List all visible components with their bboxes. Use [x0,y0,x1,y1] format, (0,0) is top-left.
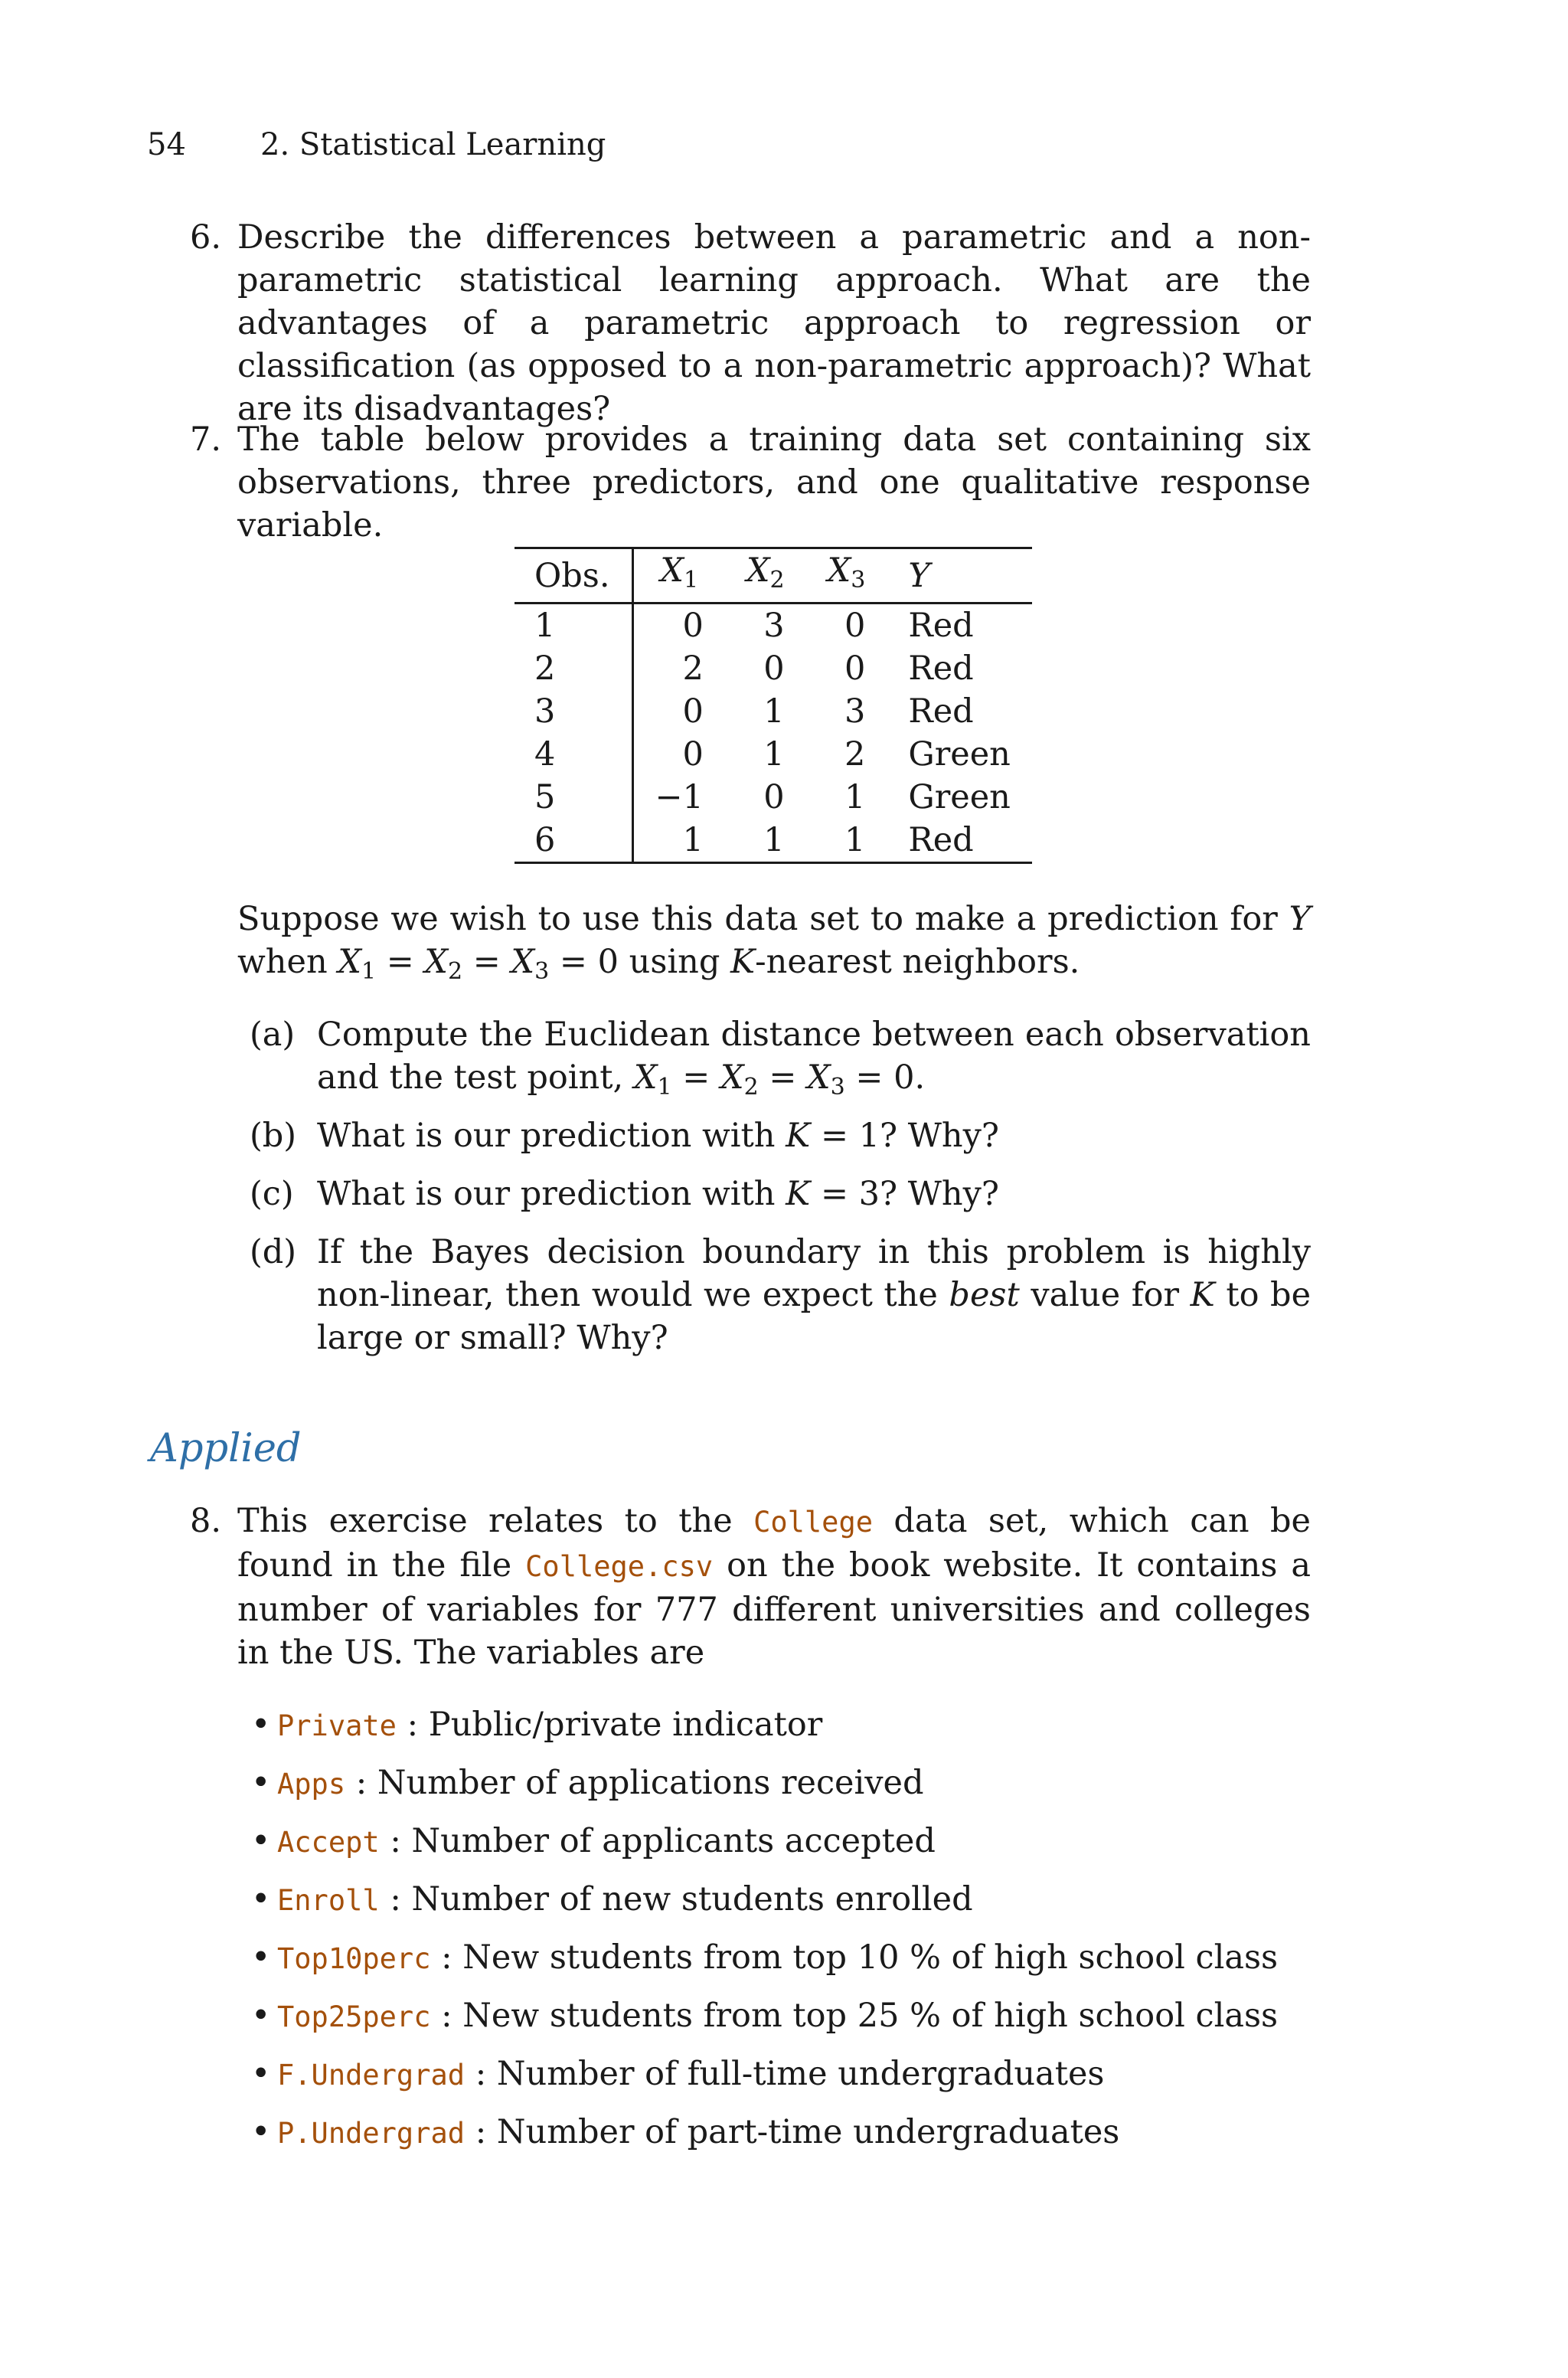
bullet-icon: • [251,1706,271,1744]
header-x1: $X_1$ [632,548,725,603]
table-cell: 0 [682,735,704,774]
training-data-table [514,547,1032,864]
variable-name: P.Undergrad [277,2117,466,2150]
table-cell: Green [908,735,1011,774]
part-text: If the Bayes decision boundary in this problem is highly non-linear, then would we expect the best value for K to be large or small? Why? [317,1233,1312,1357]
list-item [251,1994,1349,2039]
table-cell: 2 [682,649,704,688]
table-cell: 1 [844,778,866,816]
exercise-number: 6. [190,218,222,257]
table-cell: 3 [844,692,866,731]
page-number: 54 [147,127,186,162]
bullet-icon: • [251,1764,271,1802]
table-header-row [514,548,1032,603]
exercise-6 [190,216,1311,430]
exercise-text: This exercise relates to the College data set, which can be found in the file College.csv on the book website. It contains a number of variables for 777 different universities and colleges in the US. The variables are [237,1502,1311,1672]
list-item [251,1761,1349,1806]
table-cell: Red [908,607,974,645]
exercise-text: The table below provides a training data set containing six observations, three predictors, and one qualitative response variable. [237,420,1311,545]
bullet-icon: • [251,2113,271,2151]
table-cell: 6 [514,819,632,863]
part-a [250,1013,1311,1109]
bullet-icon: • [251,2055,271,2093]
variable-description: : Number of applicants accepted [390,1822,936,1860]
part-text: What is our prediction with K = 1? Why? [317,1117,999,1155]
part-c [250,1173,1311,1215]
list-item [251,1936,1349,1981]
table-cell: 4 [514,733,632,776]
table-cell: 1 [632,819,725,863]
table-cell: −1 [655,778,704,816]
table-cell: 0 [844,649,866,688]
section-heading-applied: Applied [150,1426,302,1471]
table-cell: 0 [682,607,704,645]
list-item [251,1820,1349,1864]
part-text: What is our prediction with K = 3? Why? [317,1175,999,1213]
table-cell: 1 [806,819,887,863]
exercise-8 [190,1500,1311,1674]
table-cell: 1 [763,692,785,731]
bullet-icon: • [251,1822,271,1860]
header-x3: $X_3$ [806,548,887,603]
variable-name: Top10perc [277,1942,431,1975]
table-cell: 5 [514,776,632,819]
table-cell: 1 [514,603,632,648]
table-cell: Red [887,819,1032,863]
part-label: (a) [250,1016,296,1054]
exercise-number: 7. [190,420,222,459]
variable-description: : Number of new students enrolled [390,1880,973,1918]
table-cell: 0 [763,778,785,816]
variable-name: Accept [277,1826,380,1859]
table-cell: 2 [514,647,632,690]
table-cell: 0 [844,607,866,645]
table-row [514,603,1032,648]
variable-name: Apps [277,1768,346,1801]
table-cell: 1 [763,735,785,774]
header-obs: Obs. [514,548,632,603]
part-text: Compute the Euclidean distance between each observation and the test point, $X_1 = X_2 = X_3 = 0$. [317,1016,1311,1101]
bullet-icon: • [251,1938,271,1977]
chapter-title: 2. Statistical Learning [260,127,606,162]
part-label: (d) [250,1233,297,1271]
variable-description: : New students from top 10 % of high school class [441,1938,1279,1977]
table-cell: Red [908,692,974,731]
table-row [514,733,1032,776]
table-cell: Red [908,649,974,688]
bullet-icon: • [251,1880,271,1918]
variable-description: : Public/private indicator [407,1706,823,1744]
knn-setup-paragraph: Suppose we wish to use this data set to make a prediction for Y when $X_1 = X_2 = X_3 = 0$ using K-nearest neighbors. [237,900,1312,985]
table-row [514,690,1032,733]
variable-name: F.Undergrad [277,2059,466,2092]
variable-name: Top25perc [277,2000,431,2033]
bullet-icon: • [251,1997,271,2035]
exercise-7 [190,418,1311,547]
table-row [514,647,1032,690]
code-college-csv: College.csv [525,1550,714,1583]
table-cell: 1 [725,819,806,863]
list-item [251,2111,1349,2155]
list-item [251,1703,1349,1748]
part-label: (c) [250,1175,294,1213]
table-row [514,776,1032,819]
table-cell: 0 [763,649,785,688]
table-row [514,819,1032,863]
part-d [250,1231,1311,1359]
header-y: Y [887,548,1032,603]
part-label: (b) [250,1117,297,1155]
code-college: College [753,1506,873,1539]
variable-name: Private [277,1709,397,1742]
part-b [250,1114,1311,1157]
table-cell: 3 [514,690,632,733]
list-item [251,2053,1349,2097]
list-item [251,1878,1349,1922]
exercise-number: 8. [190,1502,222,1540]
variable-description: : New students from top 25 % of high school class [441,1997,1279,2035]
variable-name: Enroll [277,1884,380,1917]
variable-description: : Number of full-time undergraduates [475,2055,1105,2093]
variable-description: : Number of applications received [355,1764,924,1802]
exercise-text: Describe the differences between a parametric and a non-parametric statistical learning approach. What are the advantages of a parametric approach to regression or classification (as opposed to a non-parametric approach)? What are its disadvantages? [237,218,1311,428]
table-cell: Green [908,778,1011,816]
variable-description: : Number of part-time undergraduates [475,2113,1120,2151]
table-cell: 2 [844,735,866,774]
table-cell: 0 [682,692,704,731]
table-cell: 3 [763,607,785,645]
header-x2: $X_2$ [725,548,806,603]
